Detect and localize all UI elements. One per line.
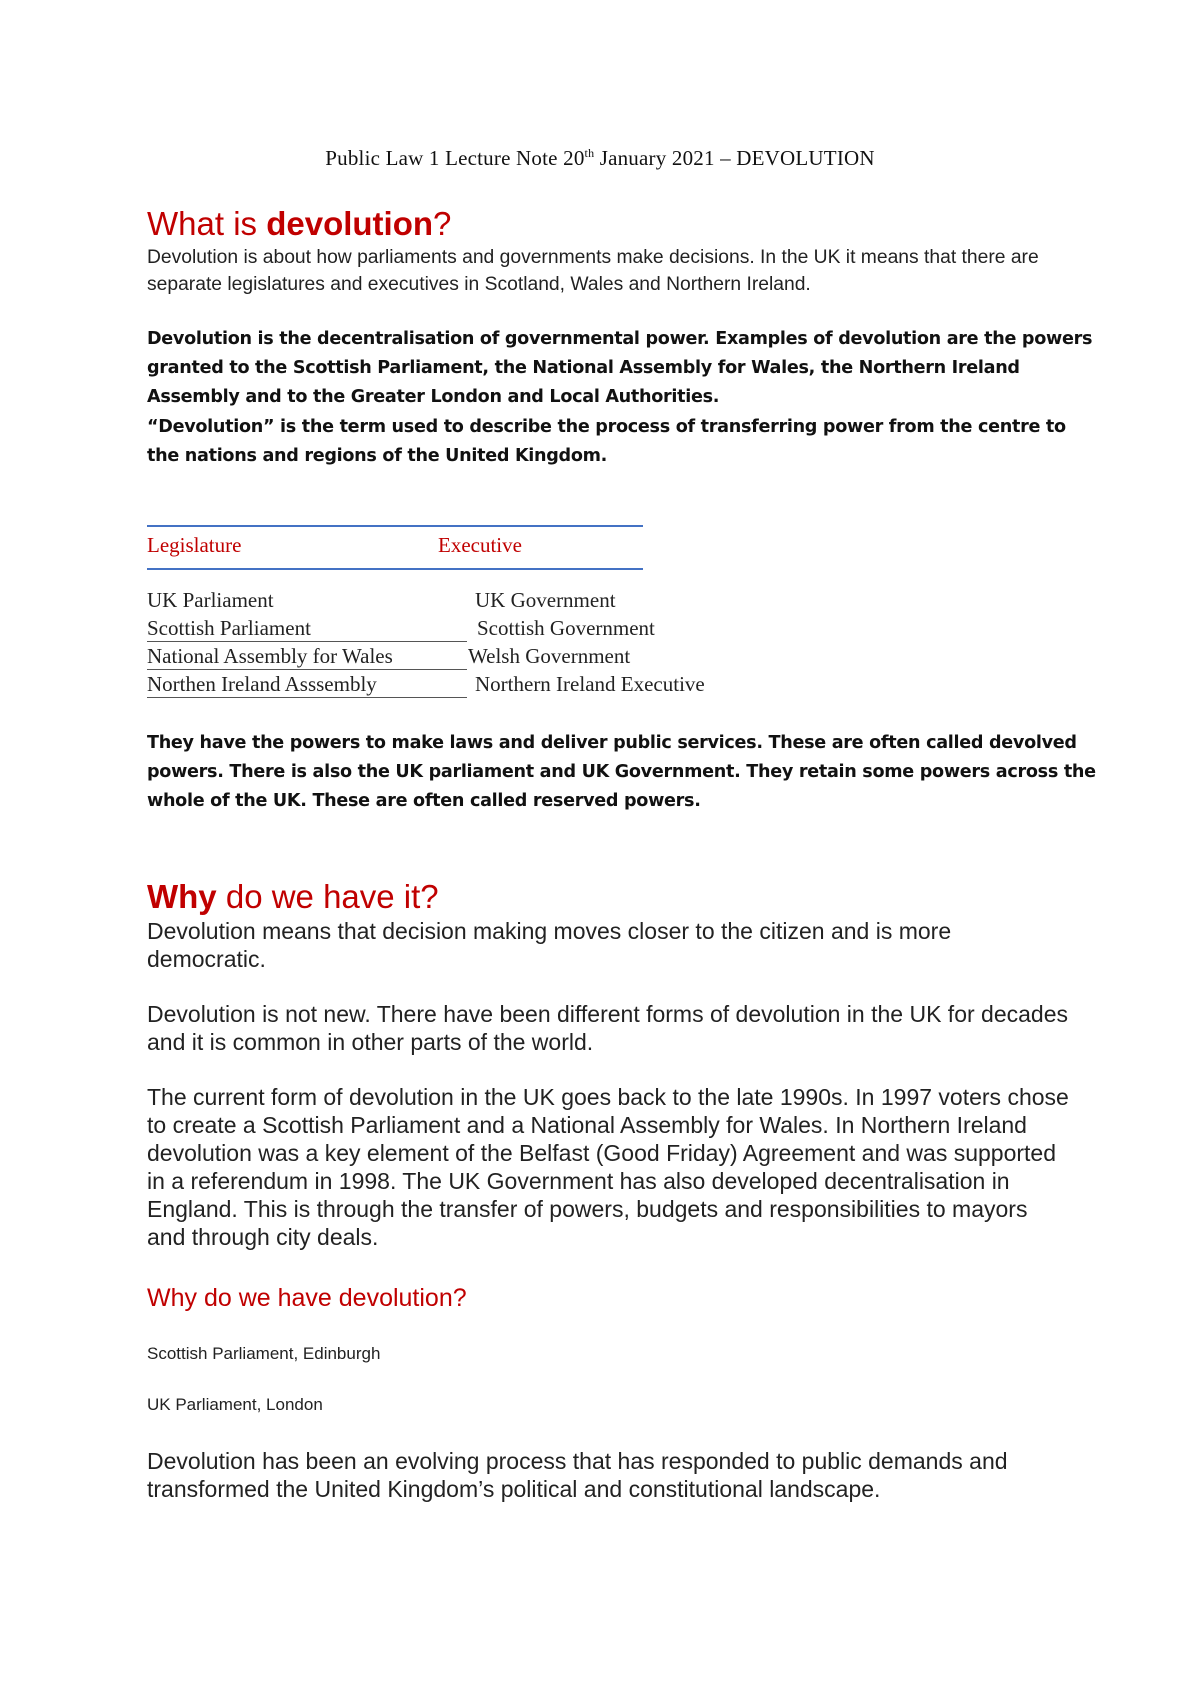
table-cell-executive: Welsh Government xyxy=(468,644,631,668)
table-header-rule xyxy=(147,568,643,570)
table-header-legislature: Legislature xyxy=(147,533,242,557)
devolution-definition-paragraph: “Devolution” is the term used to describe the process of transferring power from the centre to the nations and regions of the United Kingdom. xyxy=(147,417,1066,466)
table-cell-legislature: UK Parliament xyxy=(147,588,274,612)
heading-why-rest: do we have it? xyxy=(216,878,439,915)
heading-why-bold: Why xyxy=(147,878,217,915)
table-cell-legislature: Scottish Parliament xyxy=(147,615,467,642)
decentralisation-paragraph: Devolution is the decentralisation of governmental power. Examples of devolution are the powers granted to the Scottish Parliament, the National Assembly for Wales, the Northern Ireland Assembly and to the Greater London and Local Authorities. xyxy=(147,329,1093,407)
heading-what-is-devolution xyxy=(147,205,451,243)
title-main: Public Law 1 Lecture Note 20 xyxy=(325,146,585,170)
heading-bold-word: devolution xyxy=(266,205,434,242)
caption-uk-parliament: UK Parliament, London xyxy=(147,1395,323,1414)
document-title xyxy=(0,146,1200,171)
powers-paragraph: They have the powers to make laws and deliver public services. These are often called devolved powers. There is also the UK parliament and UK Government. They retain some powers across the whole of the UK. These are often called reserved powers. xyxy=(147,733,1096,811)
caption-scottish-parliament: Scottish Parliament, Edinburgh xyxy=(147,1344,381,1363)
not-new-paragraph: Devolution is not new. There have been different forms of devolution in the UK for decades and it is common in other parts of the world. xyxy=(147,1001,1068,1055)
title-superscript: th xyxy=(584,146,595,160)
table-cell-executive: UK Government xyxy=(475,588,616,612)
heading-why-do-we-have-devolution: Why do we have devolution? xyxy=(147,1284,467,1312)
closer-to-citizen-paragraph: Devolution means that decision making moves closer to the citizen and is more democratic. xyxy=(147,918,952,972)
table-top-rule xyxy=(147,525,643,527)
heading-why-do-we-have-it xyxy=(147,878,439,916)
table-header-executive: Executive xyxy=(438,533,522,557)
heading-prefix: What is xyxy=(147,205,267,242)
table-cell-legislature: Northen Ireland Asssembly xyxy=(147,671,467,698)
title-rest: January 2021 – DEVOLUTION xyxy=(594,146,875,170)
table-cell-legislature: National Assembly for Wales xyxy=(147,643,467,670)
table-cell-executive: Northern Ireland Executive xyxy=(475,672,705,696)
current-form-paragraph: The current form of devolution in the UK goes back to the late 1990s. In 1997 voters chose to create a Scottish Parliament and a National Assembly for Wales. In Northern Ireland devolution was a key element of the Belfast (Good Friday) Agreement and was supported in a referendum in 1998. The UK Government has also developed decentralisation in England. This is through the transfer of powers, budgets and responsibilities to mayors and through city deals. xyxy=(147,1084,1069,1250)
intro-paragraph: Devolution is about how parliaments and governments make decisions. In the UK it means that there are separate legislatures and executives in Scotland, Wales and Northern Ireland. xyxy=(147,247,1039,295)
table-cell-executive: Scottish Government xyxy=(477,616,655,640)
evolving-process-paragraph: Devolution has been an evolving process that has responded to public demands and transformed the United Kingdom’s political and constitutional landscape. xyxy=(147,1448,1008,1502)
heading-suffix: ? xyxy=(433,205,452,242)
